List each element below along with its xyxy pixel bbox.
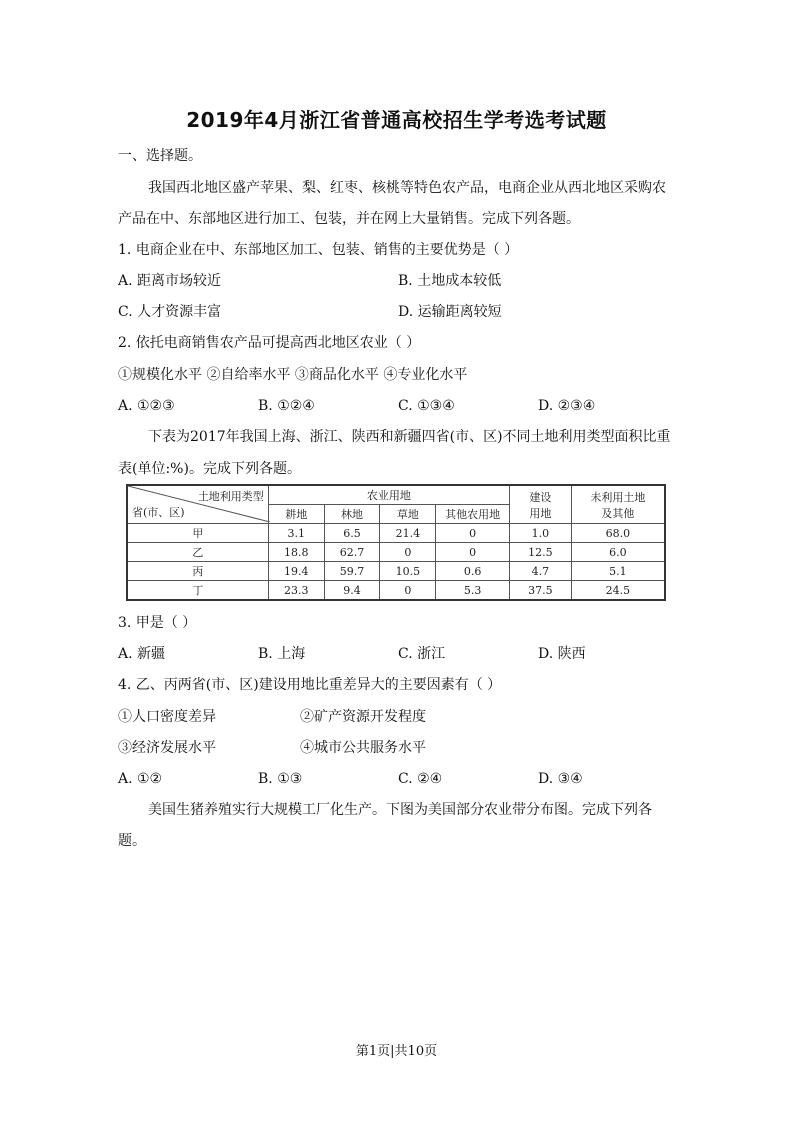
construction-land-header: 建设 用地 [510, 485, 572, 524]
corner-header-bottom: 省(市、区) [132, 506, 185, 519]
q2-option-b: B. ①②④ [258, 398, 315, 414]
q2-stem: 2. 依托电商销售农产品可提高西北地区农业（ ） [118, 335, 421, 351]
q4-item-3: ③经济发展水平 [118, 740, 216, 756]
intro2-line1: 下表为2017年我国上海、浙江、陕西和新疆四省(市、区)不同土地利用类型面积比重 [148, 429, 671, 445]
table-cell: 62.7 [324, 543, 380, 562]
table-row [127, 562, 665, 581]
row-label: 丙 [127, 562, 268, 581]
row-label: 甲 [127, 524, 268, 543]
table-cell: 0.6 [436, 562, 510, 581]
table-row [127, 543, 665, 562]
agri-land-header: 农业用地 [268, 485, 509, 505]
table-cell: 5.1 [571, 562, 665, 581]
intro3-line2: 题。 [118, 833, 146, 849]
q2-items: ①规模化水平 ②自给率水平 ③商品化水平 ④专业化水平 [118, 367, 468, 383]
q4-option-d: D. ③④ [538, 771, 583, 787]
page-footer: 第1页|共10页 [355, 1044, 438, 1059]
table-row [127, 581, 665, 601]
q4-option-a: A. ①② [118, 771, 163, 787]
corner-header-top: 土地利用类型 [197, 490, 264, 503]
table-cell: 0 [436, 524, 510, 543]
table-cell: 12.5 [510, 543, 572, 562]
table-cell: 21.4 [380, 524, 436, 543]
q1-option-b: B. 土地成本较低 [398, 273, 502, 289]
table-cell: 37.5 [510, 581, 572, 601]
table-cell: 9.4 [324, 581, 380, 601]
subheader-cultivated: 耕地 [268, 505, 324, 524]
q3-stem: 3. 甲是（ ） [118, 615, 197, 631]
page-title: 2019年4月浙江省普通高校招生学考选考试题 [186, 108, 607, 132]
q4-stem: 4. 乙、丙两省(市、区)建设用地比重差异大的主要因素有（ ） [118, 677, 502, 693]
intro1-line1: 我国西北地区盛产苹果、梨、红枣、核桃等特色农产品，电商企业从西北地区采购农 [148, 180, 666, 196]
table-cell: 23.3 [268, 581, 324, 601]
table-cell: 24.5 [571, 581, 665, 601]
q4-item-2: ②矿产资源开发程度 [300, 709, 426, 725]
table-cell: 59.7 [324, 562, 380, 581]
q2-option-c: C. ①③④ [398, 398, 455, 414]
section-heading: 一、选择题。 [118, 148, 202, 164]
table-cell: 68.0 [571, 524, 665, 543]
q4-option-b: B. ①③ [258, 771, 303, 787]
subheader-forest: 林地 [324, 505, 380, 524]
table-cell: 0 [380, 581, 436, 601]
table-cell: 4.7 [510, 562, 572, 581]
unused-land-header: 未利用土地 及其他 [571, 485, 665, 524]
q2-option-d: D. ②③④ [538, 398, 596, 414]
table-cell: 5.3 [436, 581, 510, 601]
q3-option-c: C. 浙江 [398, 646, 446, 662]
q1-option-d: D. 运输距离较短 [398, 304, 502, 320]
table-row [127, 524, 665, 543]
q4-item-4: ④城市公共服务水平 [300, 740, 426, 756]
row-label: 丁 [127, 581, 268, 601]
q3-option-d: D. 陕西 [538, 646, 586, 662]
table-cell: 3.1 [268, 524, 324, 543]
subheader-grassland: 草地 [380, 505, 436, 524]
q4-option-c: C. ②④ [398, 771, 443, 787]
table-corner-cell [127, 485, 268, 524]
table-cell: 10.5 [380, 562, 436, 581]
q1-stem: 1. 电商企业在中、东部地区加工、包装、销售的主要优势是（ ） [118, 242, 519, 258]
row-label: 乙 [127, 543, 268, 562]
table-cell: 1.0 [510, 524, 572, 543]
q3-option-a: A. 新疆 [118, 646, 166, 662]
intro1-line2: 产品在中、东部地区进行加工、包装，并在网上大量销售。完成下列各题。 [118, 211, 580, 227]
land-use-table [126, 484, 666, 601]
q1-option-a: A. 距离市场较近 [118, 273, 222, 289]
table-cell: 0 [436, 543, 510, 562]
table-cell: 6.0 [571, 543, 665, 562]
q3-option-b: B. 上海 [258, 646, 306, 662]
q1-option-c: C. 人才资源丰富 [118, 304, 222, 320]
table-cell: 0 [380, 543, 436, 562]
subheader-other-agri: 其他农用地 [436, 505, 510, 524]
q2-option-a: A. ①②③ [118, 398, 175, 414]
intro2-line2: 表(单位:%)。完成下列各题。 [118, 461, 301, 477]
q4-item-1: ①人口密度差异 [118, 709, 216, 725]
table-cell: 19.4 [268, 562, 324, 581]
table-cell: 18.8 [268, 543, 324, 562]
table-cell: 6.5 [324, 524, 380, 543]
intro3-line1: 美国生猪养殖实行大规模工厂化生产。下图为美国部分农业带分布图。完成下列各 [148, 802, 652, 818]
